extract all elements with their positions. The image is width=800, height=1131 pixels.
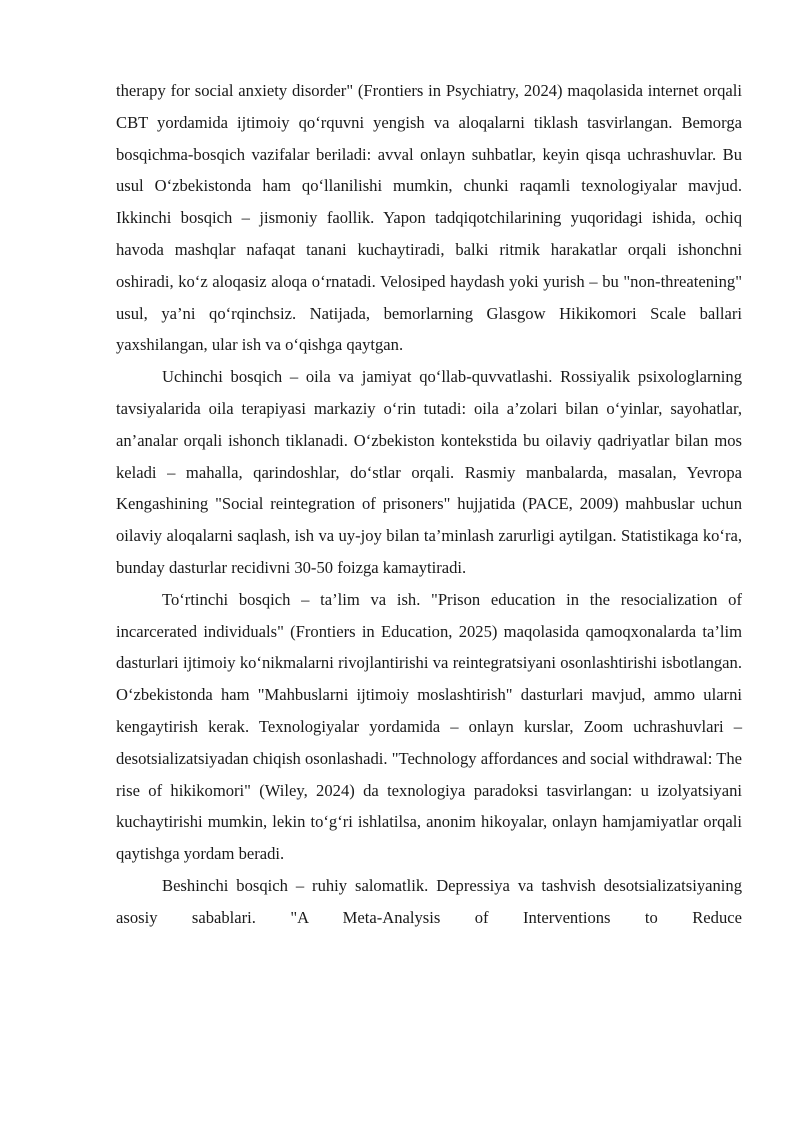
paragraph-2: Uchinchi bosqich – oila va jamiyat qo‘llab-quvvatlashi. Rossiyalik psixologlarning tavsiyalarida oila terapiyasi markaziy o‘rin tutadi: oila a’zolari bilan o‘yinlar, sayohatlar, an’analar orqali ishonch tiklanadi. O‘zbekiston kontekstida bu oilaviy qadriyatlar bilan mos keladi – mahalla, qarindoshlar, do‘stlar orqali. Rasmiy manbalarda, masalan, Yevropa Kengashining "Social reintegration of prisoners" hujjatida (PACE, 2009) mahbuslar uchun oilaviy aloqalarni saqlash, ish va uy-joy bilan ta’minlash zarurligi aytilgan. Statistikaga ko‘ra, bunday dasturlar recidivni 30-50 foizga kamaytiradi. <box>116 367 742 577</box>
paragraph-1: therapy for social anxiety disorder" (Frontiers in Psychiatry, 2024) maqolasida internet orqali CBT yordamida ijtimoiy qo‘rquvni yengish va aloqalarni tiklash tasvirlangan. Bemorga bosqichma-bosqich vazifalar beriladi: avval onlayn suhbatlar, keyin qisqa uchrashuvlar. Bu usul O‘zbekistonda ham qo‘llanilishi mumkin, chunki raqamli texnologiyalar mavjud. Ikkinchi bosqich – jismoniy faollik. Yapon tadqiqotchilarining yuqoridagi ishida, ochiq havoda mashqlar nafaqat tanani kuchaytiradi, balki ritmik harakatlar orqali ishonchni oshiradi, ko‘z aloqasiz aloqa o‘rnatadi. Velosiped haydash yoki yurish – bu "non-threatening" usul, ya’ni qo‘rqinchsiz. Natijada, bemorlarning Glasgow Hikikomori Scale ballari yaxshilangan, ular ish va o‘qishga qaytgan. <box>116 81 742 355</box>
paragraph-3: To‘rtinchi bosqich – ta’lim va ish. "Prison education in the resocialization of incarcerated individuals" (Frontiers in Education, 2025) maqolasida qamoqxonalarda ta’lim dasturlari ijtimoiy ko‘nikmalarni rivojlantirishi va reintegratsiyani osonlashtirishi isbotlangan. O‘zbekistonda ham "Mahbuslarni ijtimoiy moslashtirish" dasturlari mavjud, ammo ularni kengaytirish kerak. Texnologiyalar yordamida – onlayn kurslar, Zoom uchrashuvlari – desotsializatsiyadan chiqish osonlashadi. "Technology affordances and social withdrawal: The rise of hikikomori" (Wiley, 2024) da texnologiya paradoksi tasvirlangan: u izolyatsiyani kuchaytirishi mumkin, lekin to‘g‘ri ishlatilsa, anonim hikoyalar, onlayn hamjamiyatlar orqali qaytishga yordam beradi. <box>116 589 742 864</box>
paragraph-4: Beshinchi bosqich – ruhiy salomatlik. Depressiya va tashvish desotsializatsiyaning asosiy sabablari. "A Meta-Analysis of Interventions to Reduce <box>116 875 742 927</box>
document-body <box>116 75 742 934</box>
